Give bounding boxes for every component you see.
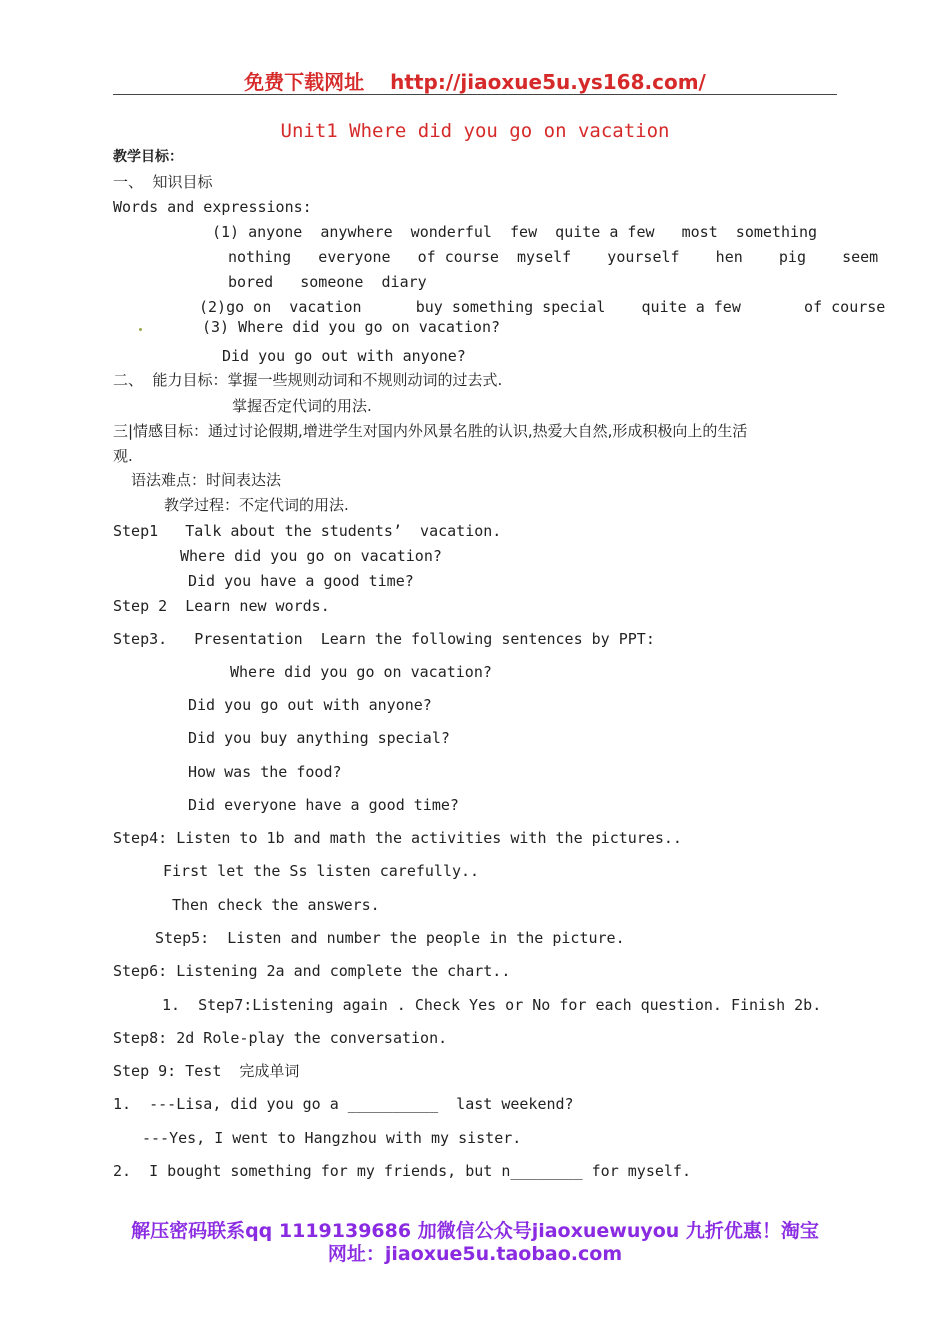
words-label: Words and expressions:: [113, 198, 312, 216]
process-line: 教学过程：不定代词的用法.: [164, 496, 349, 514]
ability-line-1: 二、 能力目标：掌握一些规则动词和不规则动词的过去式.: [113, 371, 503, 389]
phrases-line: (2)go on vacation buy something special quite a few of course: [199, 298, 886, 316]
grammar-line: 语法难点：时间表达法: [131, 471, 282, 489]
footer-line-2[interactable]: 网址：jiaoxue5u.taobao.com: [327, 1243, 623, 1265]
test-question-1: 1. ---Lisa, did you go a __________ last weekend?: [113, 1095, 574, 1113]
step-4-detail-2: Then check the answers.: [172, 896, 380, 914]
objectives-heading: 教学目标：: [113, 149, 183, 165]
step-4-detail-1: First let the Ss listen carefully..: [163, 862, 480, 880]
test-question-2: 2. I bought something for my friends, but n________ for myself.: [113, 1162, 691, 1180]
step-3-sentence-5: Did everyone have a good time?: [188, 796, 459, 814]
step-1-question-2: Did you have a good time?: [188, 572, 414, 590]
step-8: Step8: 2d Role-play the conversation.: [113, 1029, 448, 1047]
header-banner: [0, 66, 950, 95]
sentence-line-2: Did you go out with anyone?: [222, 347, 466, 365]
step-5: Step5: Listen and number the people in the picture.: [155, 929, 625, 947]
step-6: Step6: Listening 2a and complete the chart..: [113, 962, 511, 980]
vocab-line-3: bored someone diary: [228, 273, 427, 291]
step-1: Step1 Talk about the students’ vacation.: [113, 522, 502, 540]
vocab-line-2: nothing everyone of course myself yourself hen pig seem: [228, 248, 879, 266]
step-7: 1. Step7:Listening again . Check Yes or No for each question. Finish 2b.: [162, 996, 822, 1014]
emotion-line-2: 观.: [113, 447, 133, 465]
step-3-sentence-3: Did you buy anything special?: [188, 729, 450, 747]
step-1-question-1: Where did you go on vacation?: [180, 547, 442, 565]
step-3-sentence-1: Where did you go on vacation?: [230, 663, 492, 681]
knowledge-heading: 一、 知识目标: [113, 173, 213, 191]
ability-line-2: 掌握否定代词的用法.: [232, 397, 372, 415]
emotion-line-1: 三|情感目标：通过讨论假期,增进学生对国内外风景名胜的认识,热爱大自然,形成积极向上的生活: [113, 422, 748, 440]
sentence-line-1: (3) Where did you go on vacation?: [202, 318, 501, 336]
step-3-sentence-2: Did you go out with anyone?: [188, 696, 432, 714]
step-3-sentence-4: How was the food?: [188, 763, 342, 781]
footer-line-1: 解压密码联系qq 1119139686 加微信公众号jiaoxuewuyou 九折优惠！淘宝: [131, 1220, 819, 1242]
step-9: Step 9: Test 完成单词: [113, 1062, 300, 1080]
header-url-link[interactable]: http://jiaoxue5u.ys168.com/: [390, 70, 706, 94]
test-question-1-answer: ---Yes, I went to Hangzhou with my sister.: [142, 1129, 522, 1147]
header-divider: [113, 94, 837, 95]
page-title: Unit1 Where did you go on vacation: [280, 120, 670, 142]
vocab-line-1: (1) anyone anywhere wonderful few quite a few most something: [212, 223, 818, 241]
step-4: Step4: Listen to 1b and math the activities with the pictures..: [113, 829, 682, 847]
step-3: Step3. Presentation Learn the following sentences by PPT:: [113, 630, 655, 648]
header-site-label: 免费下载网址: [244, 70, 365, 94]
stray-dot: [139, 328, 142, 331]
step-2: Step 2 Learn new words.: [113, 597, 330, 615]
